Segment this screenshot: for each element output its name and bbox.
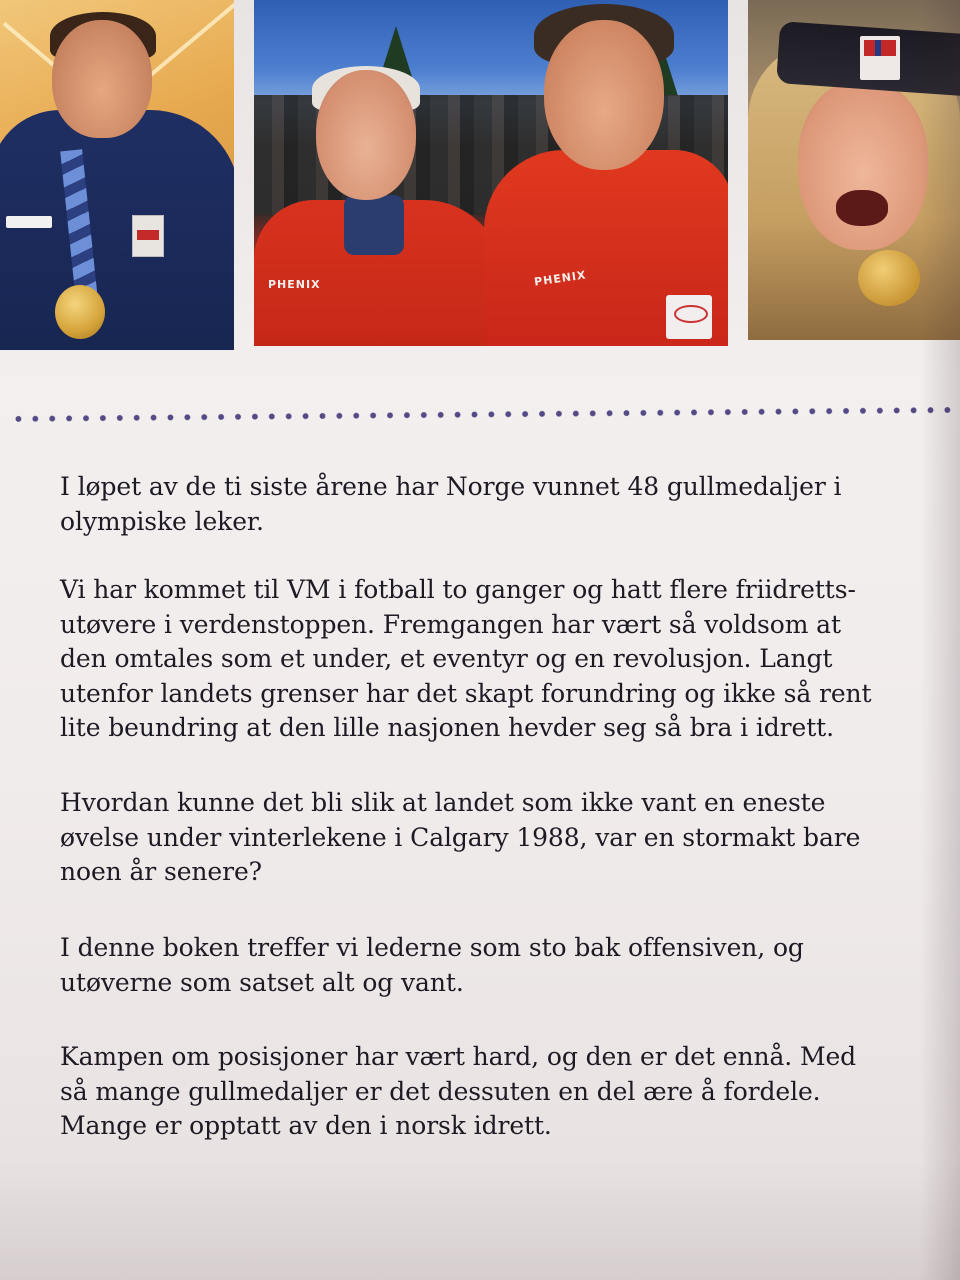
page-bottom-shadow	[0, 1160, 960, 1280]
athlete-jacket	[0, 110, 234, 350]
paragraph-4	[60, 931, 860, 1000]
gold-medal-icon	[55, 285, 105, 339]
text-line: så mange gullmedaljer er det dessuten en del ære å fordele.	[60, 1076, 821, 1106]
jacket-brand-patch	[6, 216, 52, 228]
page-edge-shadow	[920, 0, 960, 1280]
text-line: I denne boken treffer vi lederne som sto bak offensiven, og	[60, 933, 804, 962]
text-line: utenfor landets grenser har det skapt forundring og ikke så rent	[60, 678, 872, 708]
paragraph-5	[60, 1040, 860, 1144]
text-line: Vi har kommet til VM i fotball to ganger og hatt flere friidretts-	[60, 575, 856, 604]
dotted-divider	[10, 399, 960, 430]
photo-two-men-center	[254, 0, 728, 346]
sparkle-decoration	[143, 2, 234, 82]
text-line: den omtales som et under, et eventyr og en revolusjon. Langt	[60, 644, 833, 673]
paragraph-2	[60, 573, 872, 746]
text-line: olympiske leker.	[60, 506, 264, 536]
norway-flag-icon	[860, 36, 900, 80]
text-line: øvelse under vinterlekene i Calgary 1988, var en stormakt bare	[60, 822, 861, 852]
olympic-rings-badge-icon	[666, 295, 712, 339]
man-right-face	[544, 20, 664, 170]
text-line: I løpet av de ti siste årene har Norge vunnet 48 gullmedaljer i	[60, 472, 842, 501]
text-line: utøvere i verdenstoppen. Fremgangen har vært så voldsom at	[60, 609, 841, 639]
text-line: noen år senere?	[60, 857, 262, 886]
paragraph-1	[60, 470, 860, 539]
man-left-face	[316, 70, 416, 200]
text-line: lite beundring at den lille nasjonen hevder seg så bra i idrett.	[60, 713, 834, 742]
athlete-mouth	[836, 190, 888, 226]
athlete-face	[52, 20, 152, 138]
norway-flag-patch	[132, 215, 164, 257]
photo-medalist-left	[0, 0, 234, 350]
paragraph-3	[60, 786, 860, 890]
text-line: Kampen om posisjoner har vært hard, og den er det ennå. Med	[60, 1042, 857, 1071]
gold-medal-icon	[858, 250, 920, 306]
text-line: Mange er opptatt av den i norsk idrett.	[60, 1111, 552, 1140]
text-line: Hvordan kunne det bli slik at landet som ikke vant en eneste	[60, 788, 826, 817]
jacket-brand-label: PHENIX	[268, 278, 321, 291]
man-left-collar	[344, 195, 404, 255]
text-line: utøverne som satset alt og vant.	[60, 967, 464, 997]
jacket-brand-label: PHENIX	[533, 268, 588, 289]
